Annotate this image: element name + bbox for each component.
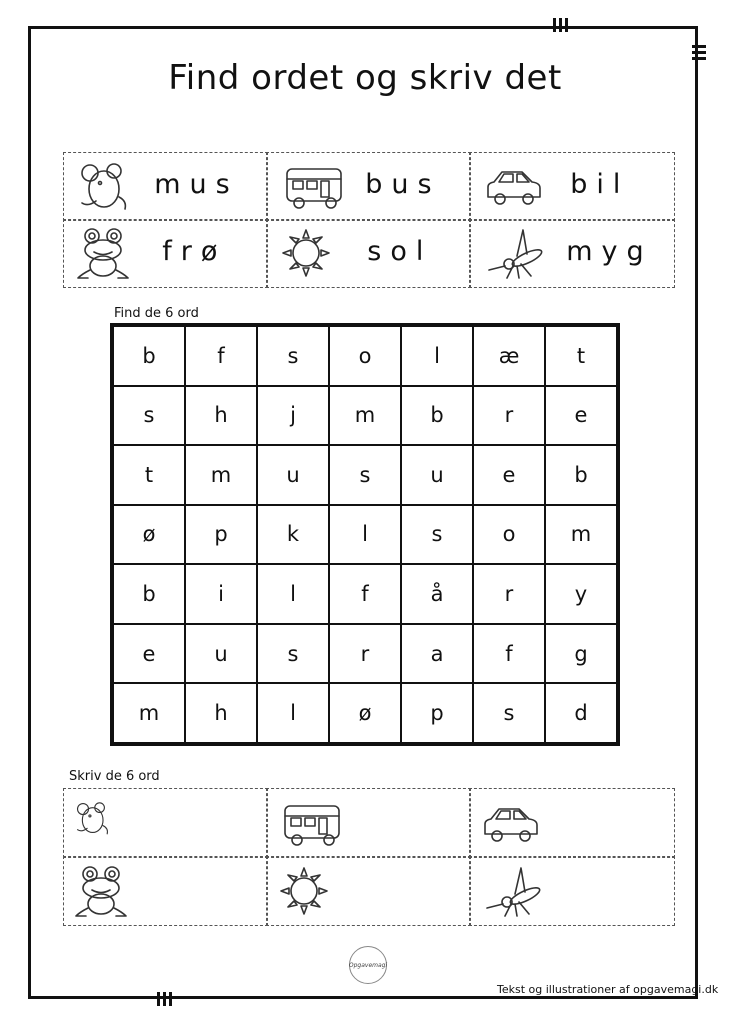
frame-tick-top [559, 18, 562, 32]
word-text: mus [154, 169, 239, 201]
grid-cell[interactable]: g [545, 624, 617, 684]
write-box-myg[interactable] [469, 856, 675, 926]
word-card-myg [469, 219, 675, 288]
grid-cell[interactable]: æ [473, 326, 545, 386]
grid-cell[interactable]: s [473, 683, 545, 743]
grid-label: Find de 6 ord [114, 306, 199, 321]
write-area [64, 789, 674, 925]
grid-cell[interactable]: b [545, 445, 617, 505]
word-text: myg [566, 236, 653, 268]
mouse-icon [72, 796, 112, 840]
frame-tick-top [565, 18, 568, 32]
grid-cell[interactable]: i [185, 564, 257, 624]
sun-icon [277, 226, 335, 280]
logo: Opgavemagi [349, 946, 387, 984]
word-card-bus [266, 152, 471, 221]
frog-icon [72, 864, 130, 918]
grid-cell[interactable]: e [473, 445, 545, 505]
grid-cell[interactable]: h [185, 386, 257, 446]
grid-cell[interactable]: s [257, 624, 329, 684]
word-card-bil [469, 152, 675, 221]
write-box-fro[interactable] [63, 856, 268, 926]
frame-tick-right [692, 51, 706, 54]
grid-cell[interactable]: f [185, 326, 257, 386]
word-card-sol [266, 219, 471, 288]
write-box-bil[interactable] [469, 788, 675, 858]
bus-icon [275, 796, 349, 850]
write-box-mus[interactable] [63, 788, 268, 858]
grid-cell[interactable]: d [545, 683, 617, 743]
grid-cell[interactable]: e [113, 624, 185, 684]
grid-cell[interactable]: y [545, 564, 617, 624]
grid-cell[interactable]: s [329, 445, 401, 505]
grid-cell[interactable]: p [185, 505, 257, 565]
grid-cell[interactable]: ø [329, 683, 401, 743]
frog-icon [74, 226, 132, 280]
grid-cell[interactable]: o [473, 505, 545, 565]
grid-cell[interactable]: u [401, 445, 473, 505]
grid-cell[interactable]: b [401, 386, 473, 446]
grid-cell[interactable]: b [113, 564, 185, 624]
write-box-sol[interactable] [266, 856, 471, 926]
word-bank [64, 153, 674, 287]
grid-cell[interactable]: t [545, 326, 617, 386]
grid-cell[interactable]: k [257, 505, 329, 565]
frame-tick-top [553, 18, 556, 32]
mosquito-icon [478, 864, 550, 918]
frame-tick-bottom [163, 992, 166, 1006]
grid-cell[interactable]: s [113, 386, 185, 446]
grid-cell[interactable]: r [473, 386, 545, 446]
grid-cell[interactable]: r [473, 564, 545, 624]
frame-tick-bottom [157, 992, 160, 1006]
frame-tick-bottom [169, 992, 172, 1006]
mosquito-icon [480, 226, 552, 280]
grid-cell[interactable]: r [329, 624, 401, 684]
word-text: bil [570, 169, 630, 201]
word-card-fro [63, 219, 268, 288]
grid-cell[interactable]: b [113, 326, 185, 386]
word-text: frø [162, 236, 227, 268]
page-title: Find ordet og skriv det [168, 58, 562, 98]
grid-cell[interactable]: l [401, 326, 473, 386]
bus-icon [277, 159, 351, 213]
word-text: bus [365, 169, 441, 201]
grid-cell[interactable]: s [401, 505, 473, 565]
grid-cell[interactable]: e [545, 386, 617, 446]
grid-cell[interactable]: ø [113, 505, 185, 565]
sun-icon [275, 864, 333, 918]
grid-cell[interactable]: j [257, 386, 329, 446]
mouse-icon [74, 159, 132, 213]
car-icon [480, 159, 546, 213]
grid-cell[interactable]: l [329, 505, 401, 565]
write-label: Skriv de 6 ord [69, 769, 160, 784]
grid-cell[interactable]: å [401, 564, 473, 624]
grid-cell[interactable]: f [329, 564, 401, 624]
grid-cell[interactable]: f [473, 624, 545, 684]
grid-cell[interactable]: m [113, 683, 185, 743]
word-text: sol [367, 236, 433, 268]
grid-cell[interactable]: a [401, 624, 473, 684]
frame-tick-right [692, 45, 706, 48]
grid-cell[interactable]: p [401, 683, 473, 743]
grid-cell[interactable]: u [257, 445, 329, 505]
grid-cell[interactable]: m [185, 445, 257, 505]
grid-cell[interactable]: l [257, 683, 329, 743]
grid-cell[interactable]: h [185, 683, 257, 743]
grid-cell[interactable]: l [257, 564, 329, 624]
grid-cell[interactable]: t [113, 445, 185, 505]
credit-text: Tekst og illustrationer af opgavemagi.dk [497, 983, 719, 996]
car-icon [478, 796, 542, 850]
grid-cell[interactable]: u [185, 624, 257, 684]
grid-cell[interactable]: m [329, 386, 401, 446]
word-card-mus [63, 152, 268, 221]
word-search-grid [110, 323, 620, 746]
grid-cell[interactable]: o [329, 326, 401, 386]
grid-cell[interactable]: s [257, 326, 329, 386]
write-box-bus[interactable] [266, 788, 471, 858]
grid-cell[interactable]: m [545, 505, 617, 565]
